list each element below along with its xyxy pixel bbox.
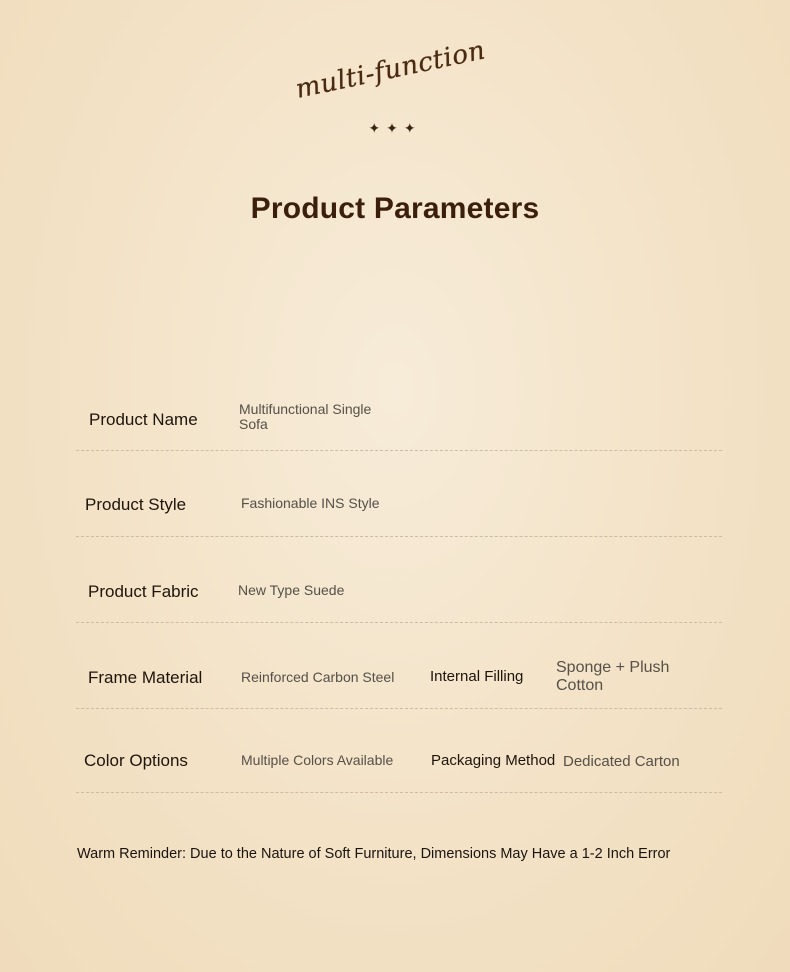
parameter-label: Product Style — [85, 495, 187, 514]
warm-reminder-note: Warm Reminder: Due to the Nature of Soft Furniture, Dimensions May Have a 1-2 Inch Error — [77, 846, 671, 862]
parameter-label-secondary: Internal Filling — [430, 668, 524, 685]
page-title: Product Parameters — [250, 192, 540, 225]
row-divider — [76, 792, 722, 793]
parameter-value: Reinforced Carbon Steel — [241, 669, 395, 685]
parameter-row-product-fabric — [76, 537, 722, 623]
star-ornament-icon: ✦✦✦ — [368, 120, 422, 136]
parameter-label: Color Options — [84, 751, 188, 770]
parameter-row-frame-material — [76, 623, 722, 709]
parameter-value-secondary: Dedicated Carton — [563, 753, 680, 770]
parameter-value: Multifunctional Single Sofa — [239, 401, 372, 432]
parameter-row-product-name — [76, 384, 722, 451]
parameter-label: Product Name — [89, 410, 198, 429]
parameter-label-secondary: Packaging Method — [431, 752, 556, 769]
parameter-label: Frame Material — [88, 668, 203, 687]
parameter-value: Fashionable INS Style — [241, 495, 380, 511]
parameter-value-secondary: Sponge + Plush Cotton — [556, 659, 670, 694]
parameter-value: New Type Suede — [238, 582, 345, 598]
parameter-row-product-style — [76, 451, 722, 537]
parameter-row-color-options — [76, 709, 722, 793]
multi-function-script-logo: multi-function — [293, 35, 489, 105]
parameter-value: Multiple Colors Available — [241, 752, 394, 768]
parameter-label: Product Fabric — [88, 582, 199, 601]
